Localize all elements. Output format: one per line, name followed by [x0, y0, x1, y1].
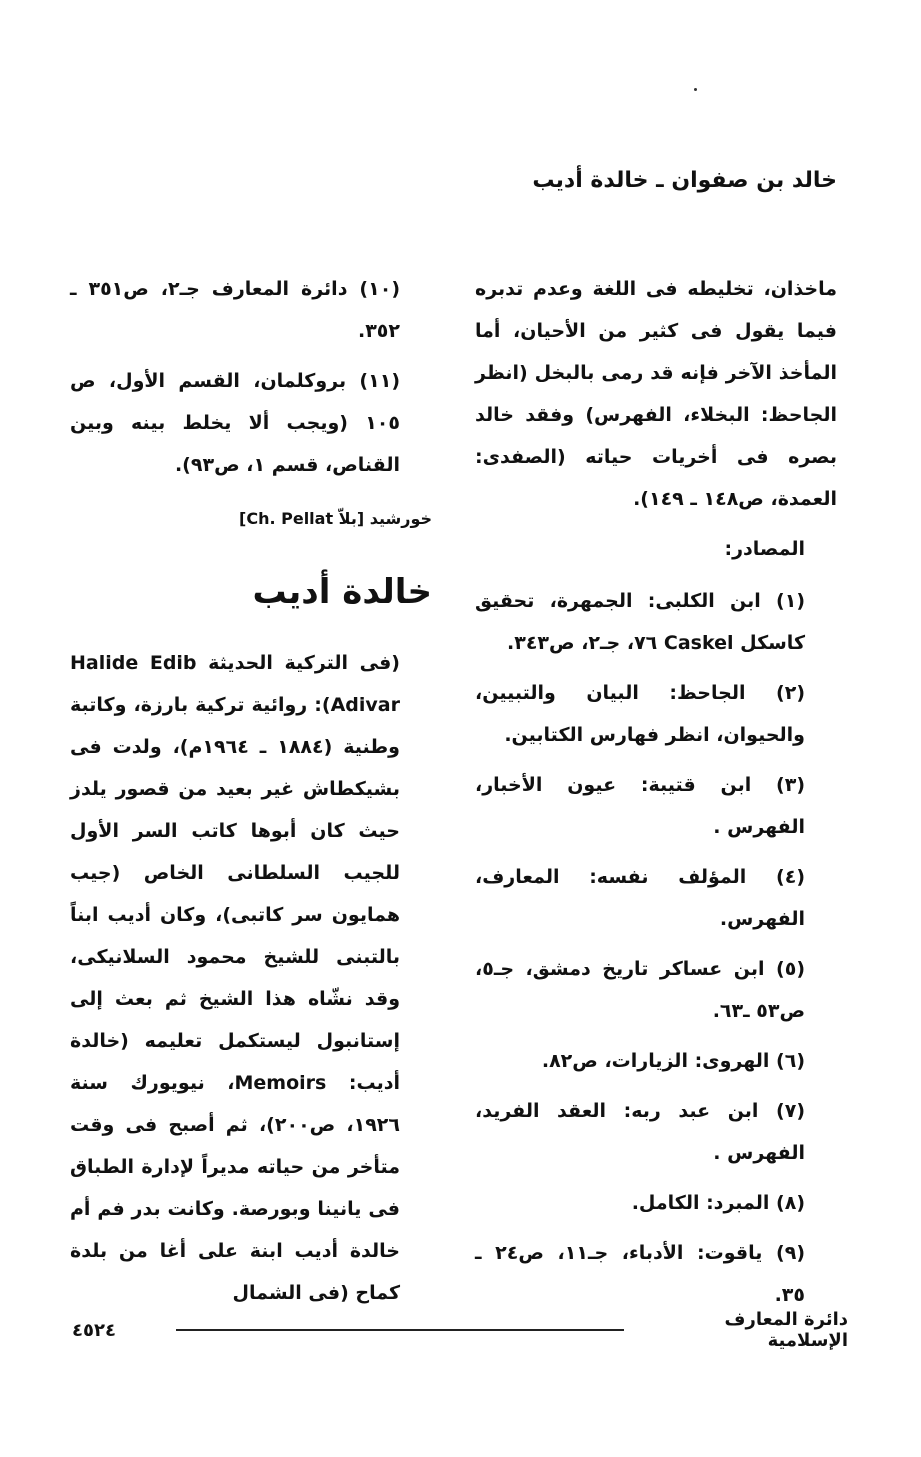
entry-text: (فى التركية الحديثة Halide Edib Adivar): روائية تركية بارزة، وكاتبة وطنية (١٨٨٤ ـ ١٩٦٤م)، ولدت فى بشيكطاش غير بعيد من قصور يلدز حيث كان أبوها كاتب السر الأول للجيب السلطانى الخاص (جيب همايون سر كاتبى)، وكان أديب ابناً بالتبنى للشيخ محمود السلانيكى، وقد نشّاه هذا الشيخ ثم بعث إلى إستانبول ليستكمل تعليمه (خالدة أديب: Memoirs، نيويورك سنة ١٩٢٦، ص٢٠٠)، ثم أصبح فى وقت متأخر من حياته مديراً لإدارة الطباق فى يانينا وبورصة. وكانت بدر فم أم خالدة أديب ابنة على أغا من بلدة كماح (فى الشمال	[70, 652, 400, 1304]
page-number: ٤٥٢٤	[72, 1319, 116, 1341]
source-item: (٤) المؤلف نفسه: المعارف، الفهرس.	[475, 866, 805, 930]
source-item: (٩) ياقوت: الأدباء، جـ١١، ص٢٤ ـ ٣٥.	[475, 1242, 805, 1306]
source-item: (١) ابن الكلبى: الجمهرة، تحقيق كاسكل Caskel ٧٦، جـ٢، ص٣٤٣.	[475, 590, 805, 654]
author-byline: خورشيد [بلاّ Ch. Pellat]	[239, 509, 432, 528]
sources-heading: المصادر:	[724, 538, 805, 560]
body-paragraph: ماخذان، تخليطه فى اللغة وعدم تدبره فيما يقول فى كثير من الأحيان، أما المأخذ الآخر فإنه قد رمى بالبخل (انظر الجاحظ: البخلاء، الفهرس) وفقد خالد بصره فى أخريات حياته (الصفدى: العمدة، ص١٤٨ ـ ١٤٩).	[475, 278, 837, 510]
footer-rule	[176, 1329, 624, 1331]
page-footer	[72, 1309, 848, 1351]
source-item: (٧) ابن عبد ربه: العقد الفريد، الفهرس .	[475, 1100, 805, 1164]
print-speck	[694, 88, 697, 91]
left-column	[70, 268, 432, 1314]
source-item: (٦) الهروى: الزيارات، ص٨٢.	[541, 1050, 805, 1072]
running-header: خالد بن صفوان ـ خالدة أديب	[532, 168, 837, 193]
source-item: (٣) ابن قتيبة: عيون الأخبار، الفهرس .	[475, 774, 805, 838]
source-item: (٨) المبرد: الكامل.	[631, 1192, 805, 1214]
entry-title: خالدة أديب	[252, 572, 432, 612]
source-item: (١٠) دائرة المعارف جـ٢، ص٣٥١ ـ ٣٥٢.	[70, 278, 400, 342]
journal-name: دائرة المعارف الإسلامية	[724, 1309, 848, 1351]
right-column	[475, 268, 837, 1324]
source-item: (٢) الجاحظ: البيان والتبيين، والحيوان، انظر فهارس الكتابين.	[475, 682, 805, 746]
source-item: (٥) ابن عساكر تاريخ دمشق، جـ٥، ص٥٣ ـ٦٣.	[475, 958, 805, 1022]
source-item: (١١) بروكلمان، القسم الأول، ص ١٠٥ (ويجب ألا يخلط بينه وبين القناص، قسم ١، ص٩٣).	[70, 370, 400, 476]
